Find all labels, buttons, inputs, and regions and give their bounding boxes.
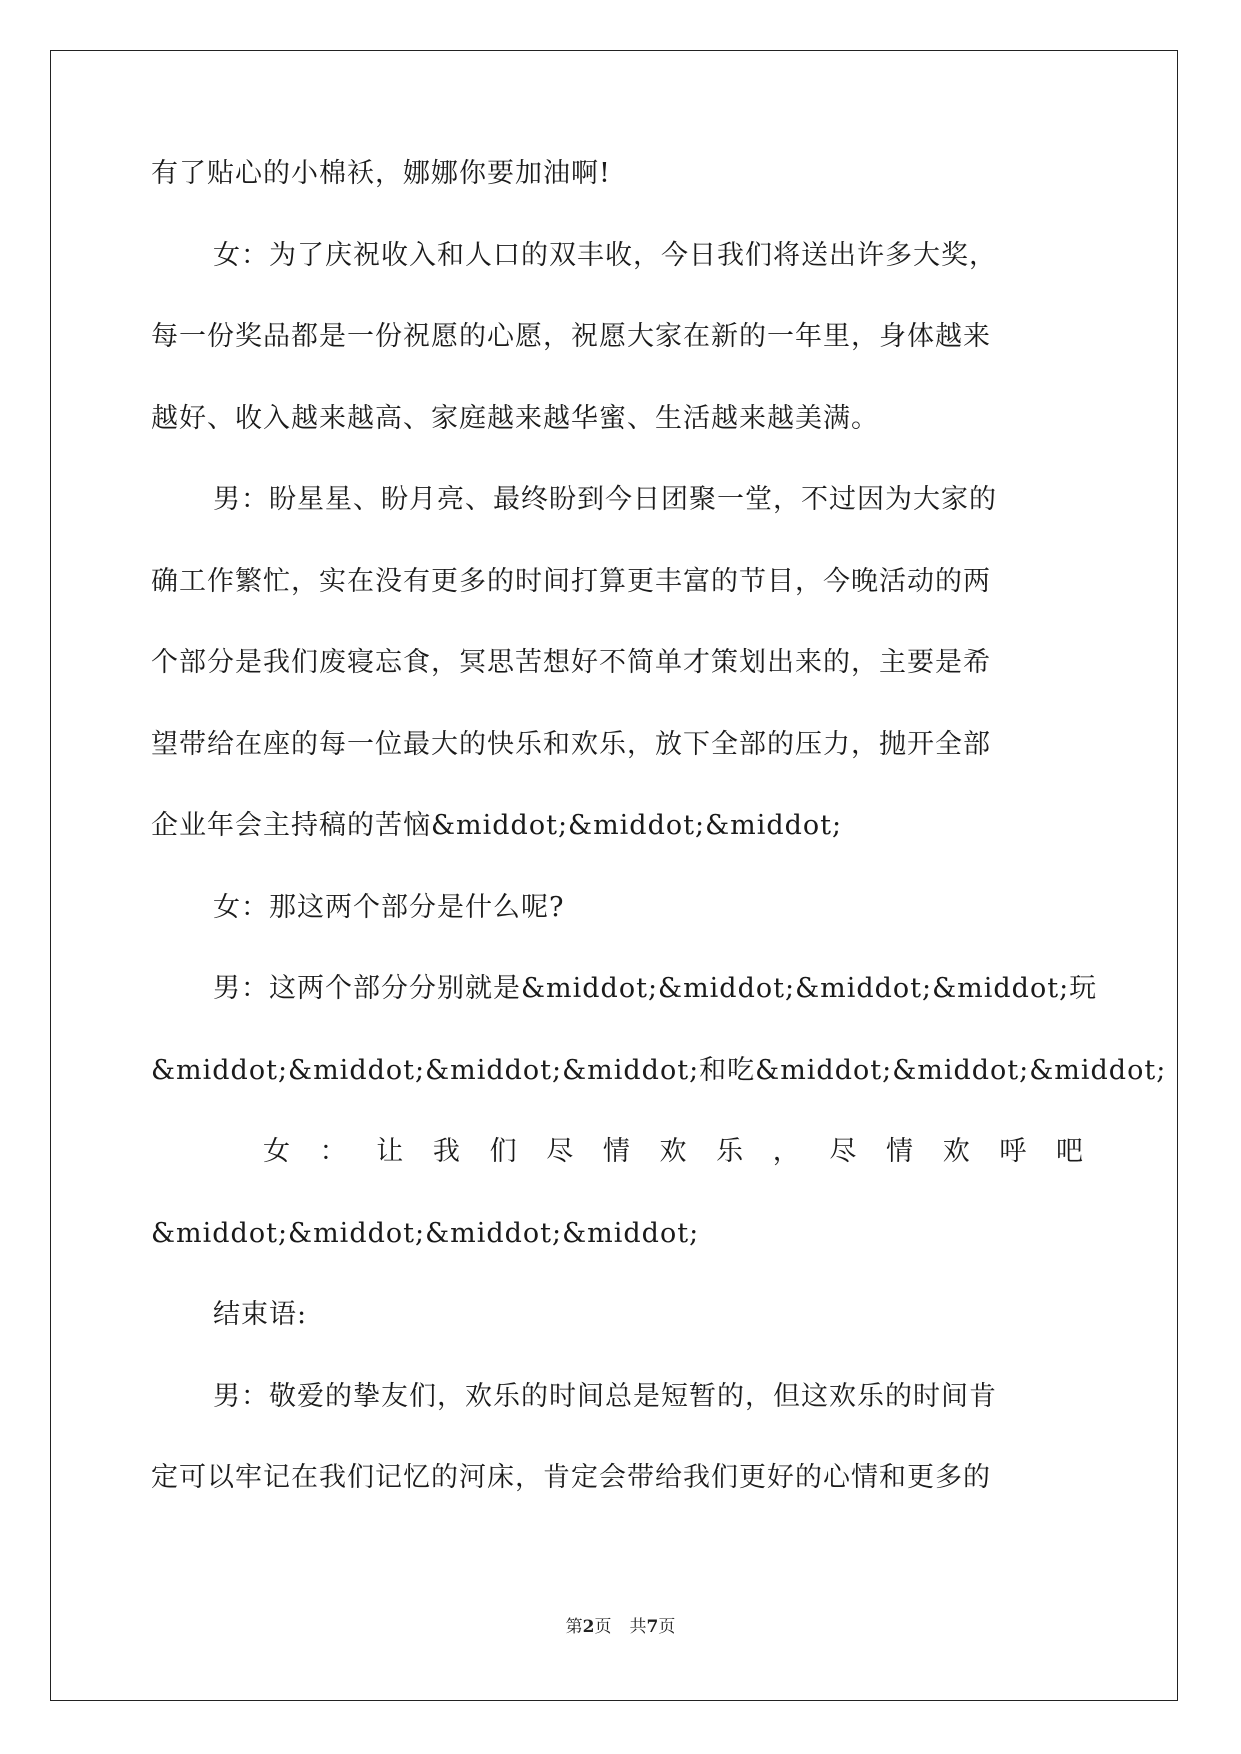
- char: ：: [319, 1136, 348, 1167]
- footer-prefix: 第: [565, 1617, 583, 1637]
- page-footer: [0, 1612, 1241, 1637]
- text-line: 男：这两个部分分别就是&middot;&middot;&middot;&middot;玩: [213, 973, 1098, 1004]
- char: 情: [602, 1136, 631, 1167]
- text-line: 每一份奖品都是一份祝愿的心愿，祝愿大家在新的一年里，身体越来: [151, 321, 991, 352]
- text-line: 有了贴心的小棉袄，娜娜你要加油啊!: [151, 158, 611, 189]
- text-line: 望带给在座的每一位最大的快乐和欢乐，放下全部的压力，抛开全部: [151, 728, 991, 760]
- char: 们: [489, 1136, 518, 1167]
- text-line: 女：那这两个部分是什么呢?: [213, 891, 565, 923]
- char: 欢: [942, 1136, 971, 1167]
- document-body: [151, 158, 1167, 1546]
- char: 呼: [999, 1136, 1028, 1167]
- text-line: &middot;&middot;&middot;&middot;: [151, 1217, 700, 1249]
- char: 吧: [1055, 1136, 1084, 1167]
- text-line: 企业年会主持稿的苦恼&middot;&middot;&middot;: [151, 810, 843, 841]
- text-line: &middot;&middot;&middot;&middot;和吃&middot;&middot;&middot;: [151, 1054, 1167, 1086]
- char: 尽: [829, 1136, 858, 1167]
- text-line: 确工作繁忙，实在没有更多的时间打算更丰富的节目，今晚活动的两: [151, 565, 991, 597]
- char: 尽: [546, 1136, 575, 1167]
- char: 乐: [716, 1136, 745, 1167]
- char: 情: [886, 1136, 915, 1167]
- text-line: 定可以牢记在我们记忆的河床，肯定会带给我们更好的心情和更多的: [151, 1462, 991, 1493]
- footer-page-suffix: 页: [594, 1617, 612, 1637]
- char: 欢: [659, 1136, 688, 1167]
- char: 女: [263, 1136, 291, 1167]
- char: 让: [376, 1136, 405, 1167]
- text-line: 男：盼星星、盼月亮、最终盼到今日团聚一堂，不过因为大家的: [213, 484, 997, 515]
- footer-total-prefix: 共: [629, 1617, 647, 1637]
- char: ，: [772, 1136, 801, 1167]
- text-line: 男：敬爱的挚友们，欢乐的时间总是短暂的，但这欢乐的时间肯: [213, 1380, 997, 1412]
- char: 我: [432, 1136, 461, 1167]
- footer-total-suffix: 页: [658, 1617, 676, 1637]
- justified-text-line: [151, 1138, 1084, 1220]
- total-pages: 7: [646, 1617, 659, 1637]
- page-number: 2: [582, 1617, 595, 1637]
- text-line: 女：为了庆祝收入和人口的双丰收，今日我们将送出许多大奖，: [213, 239, 997, 271]
- text-line: 个部分是我们废寝忘食，冥思苦想好不简单才策划出来的，主要是希: [151, 647, 991, 678]
- text-line: 结束语:: [213, 1299, 308, 1330]
- text-line: 越好、收入越来越高、家庭越来越华蜜、生活越来越美满。: [151, 402, 879, 434]
